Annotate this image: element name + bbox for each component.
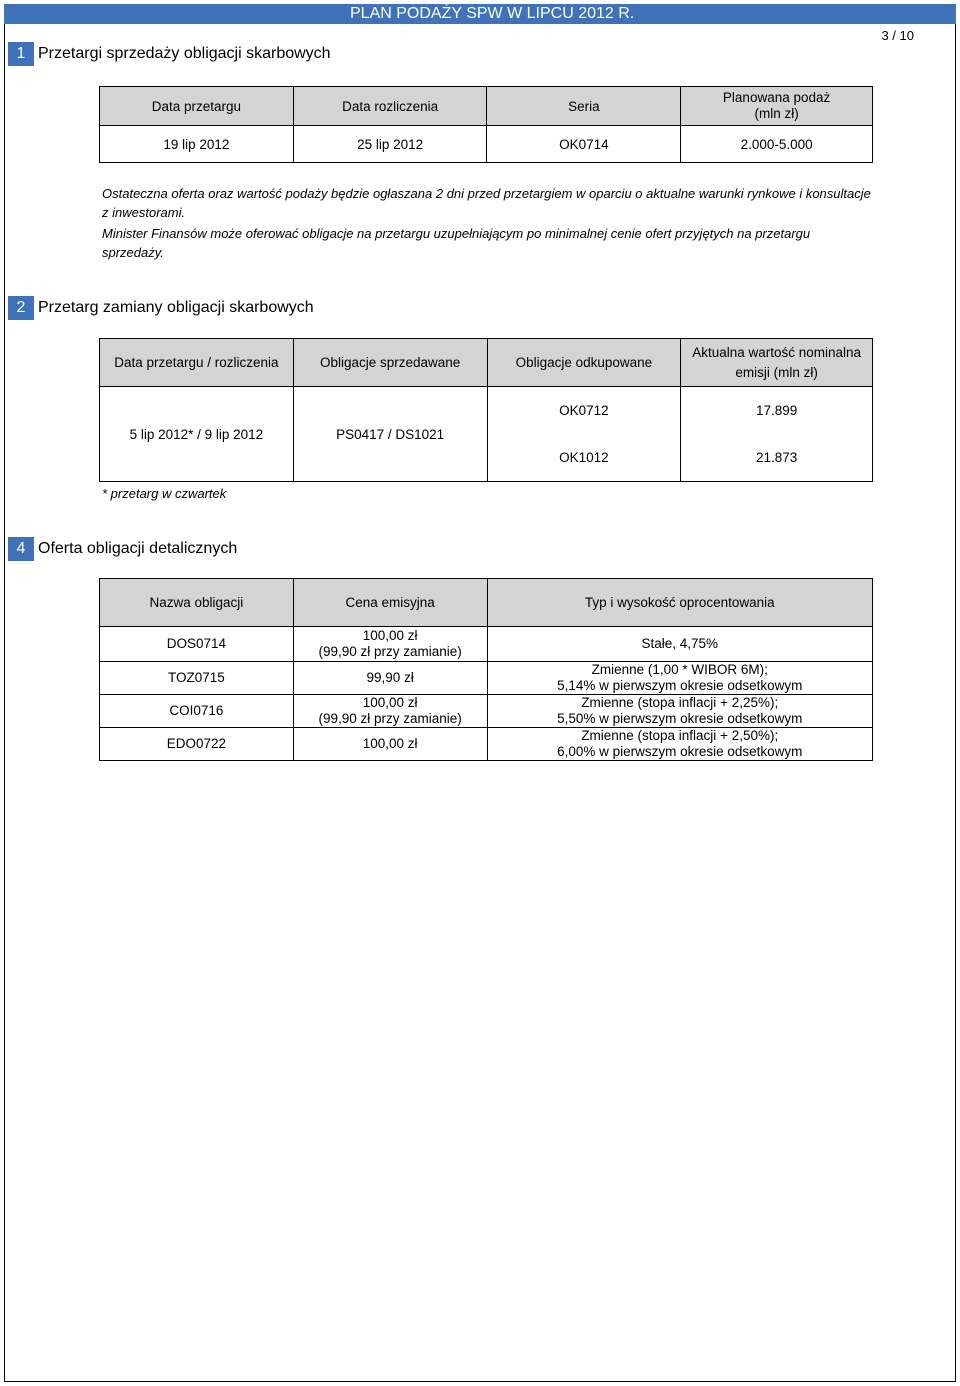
col-header: Nazwa obligacji	[100, 579, 294, 627]
col-header: Planowana podaż (mln zł)	[681, 87, 873, 126]
bond-price: 100,00 zł (99,90 zł przy zamianie)	[293, 695, 487, 728]
switch-table	[99, 338, 873, 482]
table-row	[100, 728, 873, 761]
bond-price: 99,90 zł	[293, 662, 487, 695]
bond-bought: OK0712	[487, 387, 681, 434]
table-cell: 25 lip 2012	[293, 126, 487, 163]
col-header: Typ i wysokość oprocentowania	[487, 579, 873, 627]
auction-table	[99, 86, 873, 163]
table-cell: 19 lip 2012	[100, 126, 294, 163]
switch-date: 5 lip 2012* / 9 lip 2012	[100, 387, 294, 482]
table-row	[100, 662, 873, 695]
col-header: Data przetargu / rozliczenia	[100, 339, 294, 387]
page-number: 3 / 10	[881, 28, 914, 43]
section-4-header	[8, 537, 237, 561]
col-header: Data przetargu	[100, 87, 294, 126]
document-title: PLAN PODAŻY SPW W LIPCU 2012 R.	[350, 5, 635, 22]
nominal-value: 17.899	[681, 387, 873, 434]
section-1-header	[8, 42, 331, 66]
table-row	[100, 695, 873, 728]
switch-footnote: * przetarg w czwartek	[102, 486, 227, 501]
bonds-sold: PS0417 / DS1021	[293, 387, 487, 482]
nominal-value: 21.873	[681, 434, 873, 482]
bond-name: EDO0722	[100, 728, 294, 761]
section-title: Oferta obligacji detalicznych	[38, 540, 238, 557]
bond-price: 100,00 zł (99,90 zł przy zamianie)	[293, 627, 487, 662]
section-number: 1	[8, 42, 34, 66]
bond-rate: Zmienne (stopa inflacji + 2,50%); 6,00% w pierwszym okresie odsetkowym	[487, 728, 873, 761]
table-row	[100, 627, 873, 662]
bond-name: COI0716	[100, 695, 294, 728]
bond-price: 100,00 zł	[293, 728, 487, 761]
bond-rate: Zmienne (stopa inflacji + 2,25%); 5,50% w pierwszym okresie odsetkowym	[487, 695, 873, 728]
header-bar	[4, 4, 956, 24]
col-header: Obligacje odkupowane	[487, 339, 681, 387]
retail-bonds-table	[99, 578, 873, 761]
col-header: Cena emisyjna	[293, 579, 487, 627]
bond-name: TOZ0715	[100, 662, 294, 695]
bond-name: DOS0714	[100, 627, 294, 662]
col-header: Aktualna wartość nominalna emisji (mln zł)	[681, 339, 873, 387]
auction-note: Minister Finansów może oferować obligacje na przetargu uzupełniającym po minimalnej cenie ofert przyjętych na przetargu sprzedaży.	[102, 226, 811, 260]
col-header: Seria	[487, 87, 681, 126]
table-cell: OK0714	[487, 126, 681, 163]
table-cell: 2.000-5.000	[681, 126, 873, 163]
section-number: 2	[8, 296, 34, 320]
auction-note: Ostateczna oferta oraz wartość podaży będzie ogłaszana 2 dni przed przetargiem w oparciu o aktualne warunki rynkowe i konsultacje z inwestorami.	[102, 186, 871, 220]
section-number: 4	[8, 537, 34, 561]
bond-bought: OK1012	[487, 434, 681, 482]
col-header: Obligacje sprzedawane	[293, 339, 487, 387]
table-row	[100, 387, 873, 434]
section-2-header	[8, 296, 314, 320]
bond-rate: Stałe, 4,75%	[487, 627, 873, 662]
section-title: Przetargi sprzedaży obligacji skarbowych	[38, 45, 331, 62]
table-row	[100, 126, 873, 163]
col-header: Data rozliczenia	[293, 87, 487, 126]
section-title: Przetarg zamiany obligacji skarbowych	[38, 299, 314, 316]
bond-rate: Zmienne (1,00 * WIBOR 6M); 5,14% w pierwszym okresie odsetkowym	[487, 662, 873, 695]
